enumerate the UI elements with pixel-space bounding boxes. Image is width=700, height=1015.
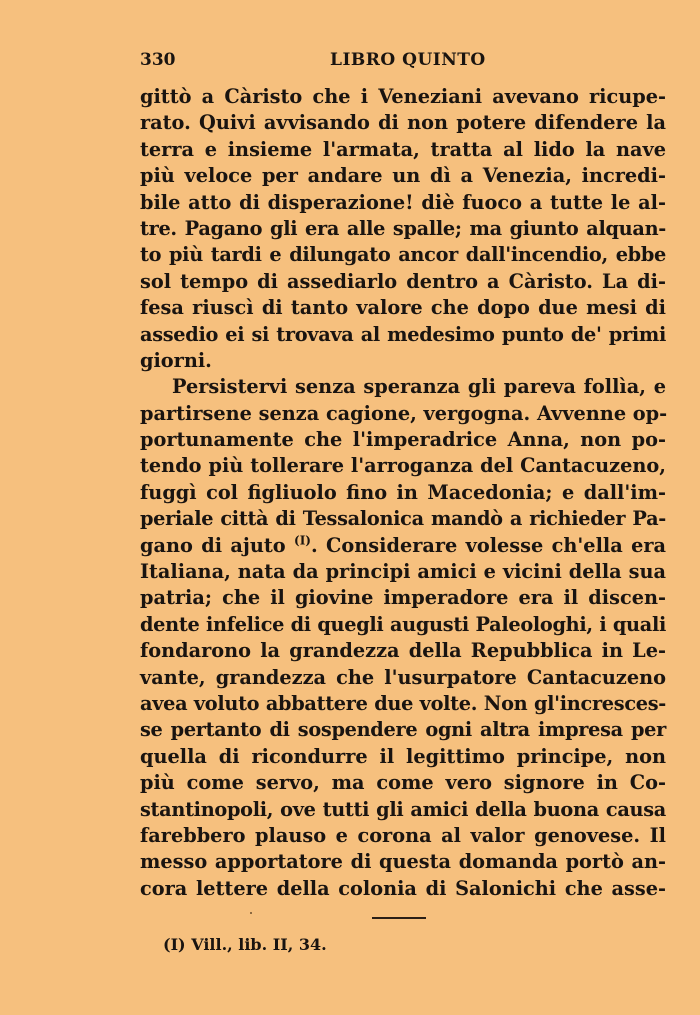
text-line: Italiana, nata da principi amici e vicini della sua <box>140 560 666 584</box>
print-speck <box>250 912 252 914</box>
text-line: dente infelice di quegli augusti Paleologhi, i quali <box>140 612 666 636</box>
text-line: bile atto di disperazione! diè fuoco a tutte le al- <box>140 190 666 214</box>
text-line: to più tardi e dilungato ancor dall'incendio, ebbe <box>140 243 666 267</box>
text-line: patria; che il giovine imperadore era il discen- <box>140 586 666 610</box>
text-line: gittò a Càristo che i Veneziani avevano ricupe- <box>140 85 666 108</box>
text-line: vante, grandezza che l'usurpatore Cantacuzeno <box>140 665 666 689</box>
running-title: LIBRO QUINTO <box>330 50 486 70</box>
text-line-with-footnote-ref <box>140 533 666 559</box>
text-line: terra e insieme l'armata, tratta al lido la nave <box>140 137 666 161</box>
footnote-reference: (I) <box>294 533 311 548</box>
text-line: Persistervi senza speranza gli pareva follìa, e <box>172 375 666 399</box>
page-header <box>140 50 660 76</box>
text-segment: . Considerare volesse ch'ella era <box>310 533 667 557</box>
page-number: 330 <box>140 50 176 70</box>
text-segment: gano di ajuto <box>140 533 286 557</box>
text-line: periale città di Tessalonica mandò a richieder Pa- <box>140 507 666 531</box>
footnote: (I) Vill., lib. II, 34. <box>163 935 327 954</box>
text-line: cora lettere della colonia di Salonichi che asse- <box>140 876 666 900</box>
text-line: fuggì col figliuolo fino in Macedonia; e dall'im- <box>140 480 666 504</box>
text-line: giorni. <box>140 348 212 372</box>
text-line: tendo più tollerare l'arroganza del Cantacuzeno, <box>140 454 666 478</box>
text-line: portunamente che l'imperadrice Anna, non po- <box>140 428 666 452</box>
text-line: più veloce per andare un dì a Venezia, incredi- <box>140 164 666 188</box>
footnote-separator <box>372 917 426 919</box>
text-line: assedio ei si trovava al medesimo punto de' primi <box>140 322 666 346</box>
text-line: rato. Quivi avvisando di non potere difendere la <box>140 111 666 135</box>
text-line: farebbero plauso e corona al valor genovese. Il <box>140 823 666 847</box>
text-line: messo apportatore di questa domanda portò an- <box>140 850 666 874</box>
text-line: tre. Pagano gli era alle spalle; ma giunto alquan- <box>140 216 666 240</box>
text-line: sol tempo di assediarlo dentro a Càristo. La di- <box>140 269 666 293</box>
text-line: più come servo, ma come vero signore in Co- <box>140 771 666 795</box>
text-line: stantinopoli, ove tutti gli amici della buona causa <box>140 797 666 821</box>
text-line: quella di ricondurre il legittimo principe, non <box>140 744 666 768</box>
body-text <box>140 84 666 902</box>
text-line: partirsene senza cagione, vergogna. Avvenne op- <box>140 401 668 425</box>
text-line: se pertanto di sospendere ogni altra impresa per <box>140 718 666 742</box>
text-line: fondarono la grandezza della Repubblica in Le- <box>140 639 666 663</box>
text-line: avea voluto abbattere due volte. Non gl'incresces- <box>140 691 666 715</box>
text-line: fesa riuscì di tanto valore che dopo due mesi di <box>140 296 666 320</box>
